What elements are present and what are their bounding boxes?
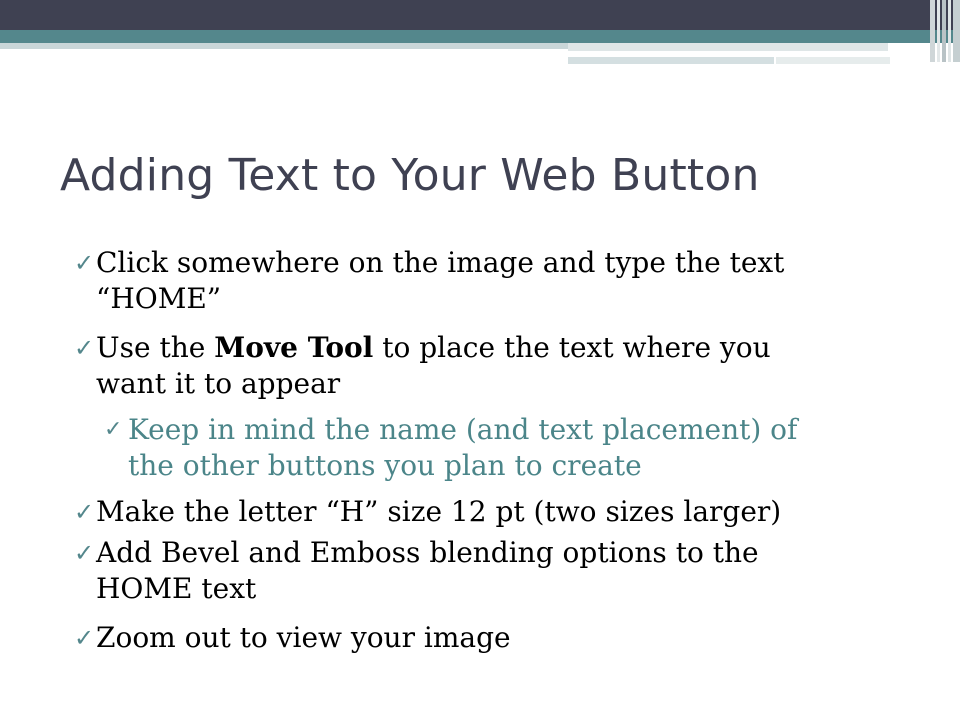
slide-title: Adding Text to Your Web Button [60, 150, 760, 201]
check-icon: ✓ [104, 417, 123, 442]
header-band-light-3 [568, 57, 774, 64]
bullet-item [74, 330, 896, 402]
sub-bullet-text-continued: the other buttons you plan to create [128, 449, 642, 482]
bullet-text: Make the letter “H” size 12 pt (two sizes larger) [96, 495, 782, 528]
bullet-text-continued: “HOME” [96, 282, 222, 315]
bullet-text-bold: Move Tool [214, 331, 374, 364]
check-icon: ✓ [74, 249, 95, 277]
check-icon: ✓ [74, 498, 95, 526]
check-icon: ✓ [74, 539, 95, 567]
bullet-text: Zoom out to view your image [96, 621, 511, 654]
bullet-item [74, 245, 896, 317]
bullet-item [74, 620, 896, 656]
bullet-item [74, 535, 896, 607]
bullet-text-continued: want it to appear [96, 367, 341, 400]
bullet-text [96, 330, 896, 366]
header-band-line [568, 51, 888, 53]
corner-stripe [948, 0, 951, 62]
sub-bullet-text: Keep in mind the name (and text placement) of [128, 413, 798, 446]
corner-stripe [953, 0, 960, 62]
sub-bullet-item [104, 412, 908, 484]
bullet-text-part: Use the [96, 331, 215, 364]
bullet-text: Click somewhere on the image and type the text [96, 246, 785, 279]
header-band-light-4 [776, 57, 890, 64]
header-band-light-1 [0, 43, 570, 49]
bullet-text-part: to place the text where you [373, 331, 771, 364]
bullet-item [74, 494, 896, 530]
header-band-teal [0, 30, 960, 43]
header-band-dark [0, 0, 960, 30]
check-icon: ✓ [74, 334, 95, 362]
corner-stripe [942, 0, 946, 62]
corner-stripe [937, 0, 940, 62]
check-icon: ✓ [74, 624, 95, 652]
corner-stripe [930, 0, 935, 62]
bullet-text: Add Bevel and Emboss blending options to the [96, 536, 759, 569]
bullet-text-continued: HOME text [96, 572, 257, 605]
